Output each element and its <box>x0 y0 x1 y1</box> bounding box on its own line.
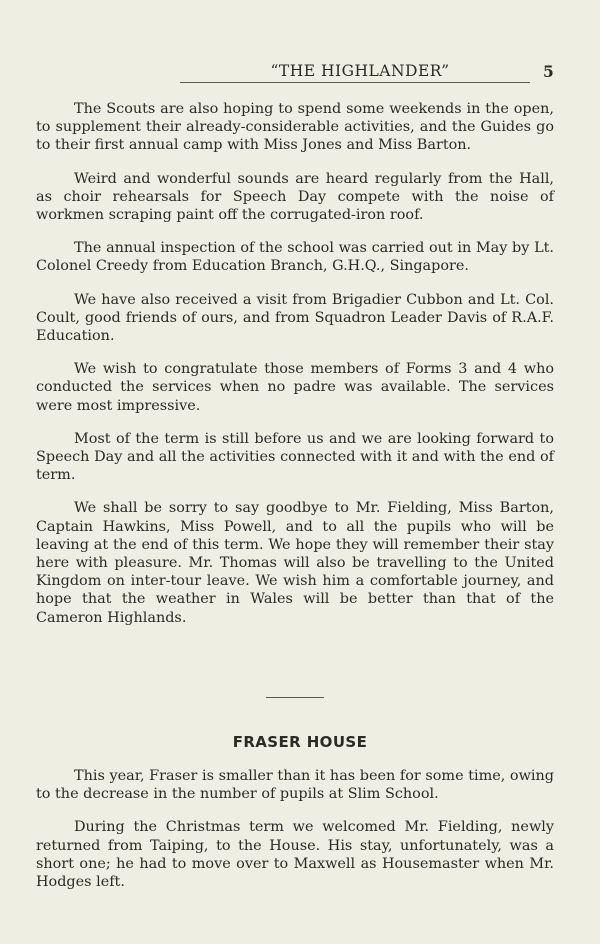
paragraph: During the Christmas term we welcomed Mr. Fielding, newly returned from Taiping, to the House. His stay, unfortunately, was a short one; he had to move over to Maxwell as Housemaster when Mr. Hodges left. <box>36 819 554 891</box>
paragraph: Weird and wonderful sounds are heard regularly from the Hall, as choir rehearsals for Speech Day compete with the noise of workmen scraping paint off the corrugated-iron roof. <box>36 170 554 224</box>
paragraph: The annual inspection of the school was carried out in May by Lt. Colonel Creedy from Education Branch, G.H.Q., Singapore. <box>36 240 554 275</box>
page-number: 5 <box>543 62 554 81</box>
body-text <box>36 100 554 642</box>
header-rule <box>180 82 530 83</box>
section-title: FRASER HOUSE <box>232 733 368 751</box>
paragraph: This year, Fraser is smaller than it has been for some time, owing to the decrease in the number of pupils at Slim School. <box>36 768 554 803</box>
paragraph: We have also received a visit from Brigadier Cubbon and Lt. Col. Coult, good friends of ours, and from Squadron Leader Davis of R.A.F. Education. <box>36 291 554 345</box>
paragraph: The Scouts are also hoping to spend some weekends in the open, to supplement their already-considerable activities, and the Guides go to their first annual camp with Miss Jones and Miss Barton. <box>36 101 554 154</box>
paragraph: We shall be sorry to say goodbye to Mr. Fielding, Miss Barton, Captain Hawkins, Miss Powell, and to all the pupils who will be leaving at the end of this term. We hope they will remember their stay here with pleasure. Mr. Thomas will also be travelling to the United Kingdom on inter-tour leave. We wish him a comfortable journey, and hope that the weather in Wales will be better than that of the Cameron Highlands. <box>36 500 554 626</box>
paragraph: Most of the term is still before us and we are looking forward to Speech Day and all the activities connected with it and with the end of term. <box>36 430 554 484</box>
section-divider <box>266 697 324 698</box>
running-title: “THE HIGHLANDER” <box>270 62 450 80</box>
paragraph: We wish to congratulate those members of Forms 3 and 4 who conducted the services when no padre was available. The services were most impressive. <box>36 361 554 414</box>
section-text <box>36 767 554 906</box>
